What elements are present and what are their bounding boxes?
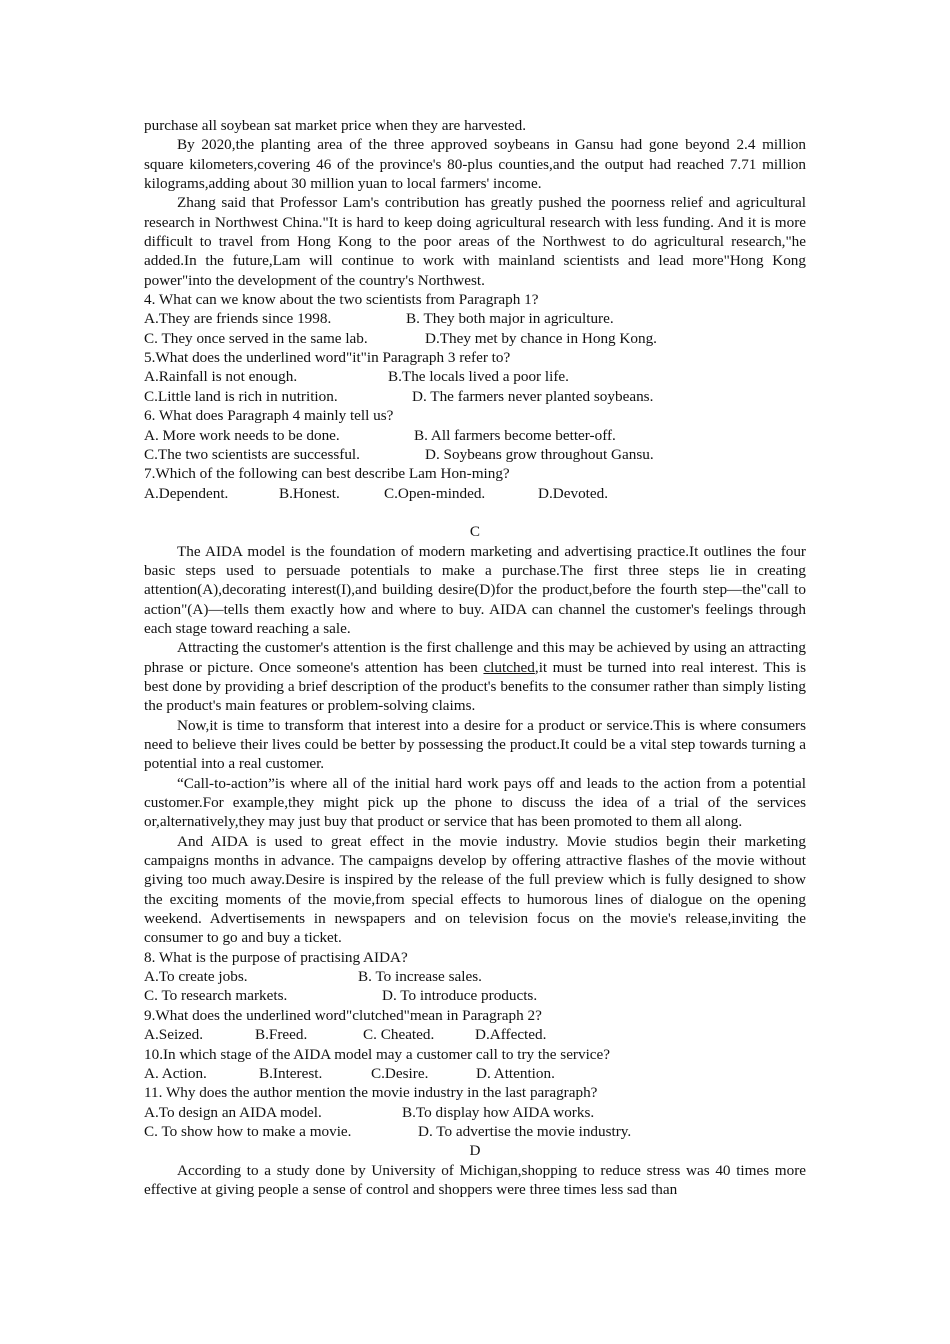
question-stem: 8. What is the purpose of practising AIDA?	[144, 948, 408, 966]
option-c: C.Open-minded.	[384, 484, 486, 502]
question-stem: 6. What does Paragraph 4 mainly tell us?	[144, 407, 394, 425]
document-page	[144, 116, 806, 1199]
option-a: A.They are friends since 1998.	[144, 310, 332, 328]
carry-over-line: purchase all soybean sat market price when they are harvested.	[144, 117, 527, 134]
option-a: A.Dependent.	[144, 484, 229, 502]
paragraph: By 2020,the planting area of the three approved soybeans in Gansu had gone beyond 2.4 million square kilometers,covering 46 of the province's 80-plus counties,and the output had reached 7.71 million kilograms,adding about 30 million yuan to local farmers' income.	[144, 136, 806, 193]
paragraph: Attracting the customer's attention is the first challenge and this may be achieved by using an attracting phrase or picture. Once someone's attention has been clutched,it must be turned into real interest. This is best done by providing a brief description of the product's benefits to the consumer rather than simply listing the product's main features or problem-solving claims.	[144, 639, 806, 715]
option-b: B.To display how AIDA works.	[402, 1103, 595, 1121]
options-row	[144, 387, 806, 406]
question-5	[144, 348, 806, 406]
option-d: D. To advertise the movie industry.	[418, 1122, 632, 1140]
options-row	[144, 445, 806, 464]
options-row	[144, 1025, 806, 1044]
question-10	[144, 1045, 806, 1084]
option-d: D. To introduce products.	[382, 987, 538, 1005]
option-c: C. They once served in the same lab.	[144, 329, 368, 347]
question-stem: 4. What can we know about the two scientists from Paragraph 1?	[144, 291, 539, 309]
question-11	[144, 1083, 806, 1141]
option-a: A. More work needs to be done.	[144, 426, 340, 444]
option-b: B.The locals lived a poor life.	[388, 368, 569, 386]
question-stem: 7.Which of the following can best describe Lam Hon-ming?	[144, 465, 510, 483]
option-b: B.Interest.	[259, 1064, 323, 1082]
option-b: B. To increase sales.	[358, 968, 482, 986]
options-row	[144, 329, 806, 348]
option-c: C.The two scientists are successful.	[144, 445, 360, 463]
question-8	[144, 948, 806, 1006]
option-a: A.To create jobs.	[144, 968, 248, 986]
option-a: A. Action.	[144, 1064, 207, 1082]
question-6	[144, 406, 806, 464]
question-stem: 9.What does the underlined word"clutched"mean in Paragraph 2?	[144, 1006, 542, 1024]
question-stem: 11. Why does the author mention the movie industry in the last paragraph?	[144, 1084, 598, 1102]
option-a: A.Seized.	[144, 1026, 204, 1044]
option-a: A.To design an AIDA model.	[144, 1103, 322, 1121]
question-stem: 10.In which stage of the AIDA model may a customer call to try the service?	[144, 1045, 611, 1063]
question-stem: 5.What does the underlined word"it"in Paragraph 3 refer to?	[144, 349, 511, 367]
paragraph: Now,it is time to transform that interest into a desire for a product or service.This is where consumers need to believe their lives could be better by possessing the product.It could be a vital step towards turning a potential into a real customer.	[144, 716, 806, 773]
options-row	[144, 426, 806, 445]
option-d: D. Attention.	[476, 1064, 555, 1082]
option-b: B.Honest.	[279, 484, 340, 502]
options-row	[144, 986, 806, 1005]
options-row	[144, 1122, 806, 1141]
option-d: D.Affected.	[475, 1026, 547, 1044]
question-9	[144, 1006, 806, 1045]
option-b: B.Freed.	[255, 1026, 308, 1044]
spacer	[144, 503, 806, 522]
options-row	[144, 484, 806, 503]
paragraph: The AIDA model is the foundation of modern marketing and advertising practice.It outlines the four basic steps used to persuade potentials to make a purchase.The first three steps lie in creating attention(A),decorating interest(I),and building desire(D)for the product,before the fourth step—the"call to action"(A)—tells them exactly how and where to buy. AIDA can channel the customer's feelings through each stage toward reaching a sale.	[144, 542, 806, 637]
option-a: A.Rainfall is not enough.	[144, 368, 298, 386]
option-c: C. Cheated.	[363, 1026, 435, 1044]
question-7	[144, 464, 806, 503]
options-row	[144, 967, 806, 986]
paragraph: “Call-to-action”is where all of the initial hard work pays off and leads to the action from a potential customer.For example,they might pick up the phone to discuss the idea of a trial of the services or,alternatively,they may just buy that product or service that has been promoted to them all along.	[144, 774, 806, 831]
option-c: C.Little land is rich in nutrition.	[144, 387, 338, 405]
option-d: D.They met by chance in Hong Kong.	[425, 329, 657, 347]
option-d: D.Devoted.	[538, 484, 609, 502]
option-c: C. To research markets.	[144, 987, 288, 1005]
option-d: D. The farmers never planted soybeans.	[412, 387, 654, 405]
section-heading-c: C	[469, 523, 481, 541]
underlined-word: clutched	[483, 658, 535, 676]
paragraph: And AIDA is used to great effect in the movie industry. Movie studios begin their marketing campaigns months in advance. The campaigns develop by offering attractive flashes of the movie without giving too much away.Desire is inspired by the release of the full preview which is fully designed to show the exciting moments of the movie,from special effects to humorous lines of dialogue on the opening weekend. Advertisements in newspapers and on television focus on the movie's release,inviting the consumer to go and buy a ticket.	[144, 832, 806, 947]
options-row	[144, 1064, 806, 1083]
option-b: B. All farmers become better-off.	[414, 426, 616, 444]
option-b: B. They both major in agriculture.	[406, 310, 614, 328]
options-row	[144, 1103, 806, 1122]
option-c: C.Desire.	[371, 1064, 429, 1082]
paragraph: According to a study done by University of Michigan,shopping to reduce stress was 40 times more effective at giving people a sense of control and shoppers were three times less sad than	[144, 1161, 806, 1198]
question-4	[144, 290, 806, 348]
option-c: C. To show how to make a movie.	[144, 1122, 352, 1140]
options-row	[144, 309, 806, 328]
paragraph: Zhang said that Professor Lam's contribution has greatly pushed the poorness relief and agricultural research in Northwest China."It is hard to keep doing agricultural research with less funding. And it is more difficult to travel from Hong Kong to the poor areas of the Northwest to do agricultural research,"he added.In the future,Lam will continue to work with mainland scientists and lead more"Hong Kong power"into the development of the country's Northwest.	[144, 194, 806, 289]
option-d: D. Soybeans grow throughout Gansu.	[425, 445, 654, 463]
section-heading-d: D	[469, 1142, 481, 1160]
options-row	[144, 367, 806, 386]
